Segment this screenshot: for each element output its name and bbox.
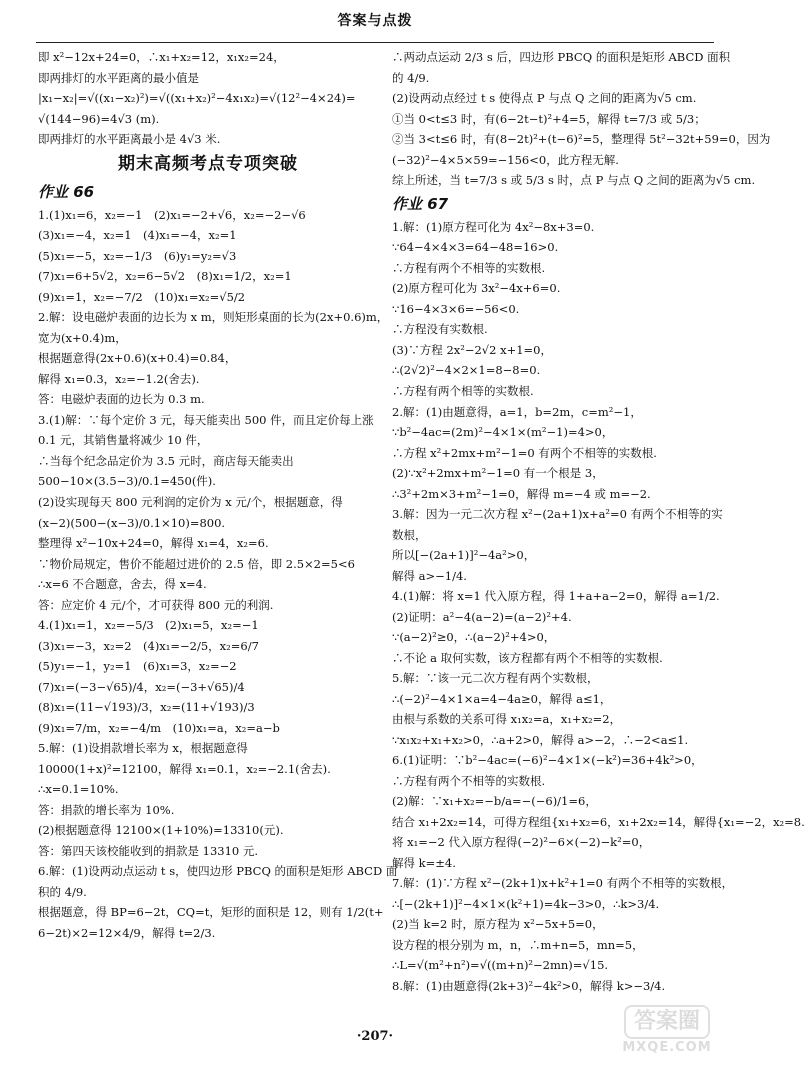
text-line: ∴不论 a 取何实数，该方程都有两个不相等的实数根. bbox=[392, 650, 663, 665]
homework-title: 作业 67 bbox=[392, 194, 449, 213]
text-line: ∵16−4×3×6=−56<0. bbox=[392, 301, 520, 316]
text-line: 2.解：设电磁炉表面的边长为 x m，则矩形桌面的长为(2x+0.6)m， bbox=[38, 310, 389, 325]
text-line: ∵物价局规定，售价不能超过进价的 2.5 倍，即 2.5×2=5<6 bbox=[38, 556, 355, 571]
text-line: (2)设实现每天 800 元利润的定价为 x 元/个，根据题意，得 bbox=[38, 494, 343, 509]
text-line: 整理得 x²−10x+24=0，解得 x₁=4，x₂=6. bbox=[38, 536, 269, 551]
text-line: 答：第四天该校能收到的捐款是 13310 元. bbox=[38, 843, 259, 858]
text-line: ∵64−4×4×3=64−48=16>0. bbox=[392, 240, 559, 255]
text-line: 6−2t)×2=12×4/9，解得 t=2/3. bbox=[38, 925, 216, 940]
text-line: ∴[−(2k+1)]²−4×1×(k²+1)=4k−3>0，∴k>3/4. bbox=[392, 896, 660, 911]
text-line: 所以[−(2a+1)]²−4a²>0， bbox=[392, 548, 536, 563]
text-line: 数根， bbox=[392, 527, 427, 542]
text-line: ∴方程 x²+2mx+m²−1=0 有两个不相等的实数根. bbox=[392, 445, 657, 460]
text-line: ∴方程有两个不相等的实数根. bbox=[392, 773, 546, 788]
text-line: (7)x₁=(−3−√65)/4，x₂=(−3+√65)/4 bbox=[38, 679, 245, 694]
text-line: 1.(1)x₁=6，x₂=−1 (2)x₁=−2+√6，x₂=−2−√6 bbox=[38, 207, 306, 222]
text-line: 根据题意得(2x+0.6)(x+0.4)=0.84， bbox=[38, 351, 237, 366]
text-line: (5)y₁=−1，y₂=1 (6)x₁=3，x₂=−2 bbox=[38, 659, 237, 674]
text-line: 即两排灯的水平距离的最小值是 bbox=[38, 70, 199, 85]
text-line: 结合 x₁+2x₂=14，可得方程组{x₁+x₂=6，x₁+2x₂=14，解得{x₁=−2，x₂=8. bbox=[392, 814, 805, 829]
text-line: 5.解：∵该一元二次方程有两个实数根， bbox=[392, 671, 599, 686]
text-line: ∵x₁x₂+x₁+x₂>0，∴a+2>0，解得 a>−2，∴−2<a≤1. bbox=[392, 732, 689, 747]
section-title: 期末高频考点专项突破 bbox=[118, 153, 298, 174]
text-line: ∴L=√(m²+n²)=√((m+n)²−2mn)=√15. bbox=[392, 958, 609, 973]
text-line: 1.解：(1)原方程可化为 4x²−8x+3=0. bbox=[392, 219, 595, 234]
text-line: 即 x²−12x+24=0，∴x₁+x₂=12，x₁x₂=24， bbox=[38, 50, 285, 64]
text-line: ∴x=0.1=10%. bbox=[38, 782, 119, 797]
text-line: 宽为(x+0.4)m， bbox=[38, 330, 127, 345]
text-line: 4.(1)x₁=1，x₂=−5/3 (2)x₁=5，x₂=−1 bbox=[38, 618, 259, 633]
text-line: ∵(a−2)²≥0，∴(a−2)²+4>0， bbox=[392, 630, 556, 645]
text-line: ②当 3<t≤6 时，有(8−2t)²+(t−6)²=5，整理得 5t²−32t+59=0，因为 bbox=[392, 132, 771, 147]
homework-title: 作业 66 bbox=[38, 182, 95, 201]
watermark-url: MXQE.COM bbox=[622, 1039, 712, 1055]
text-line: 综上所述，当 t=7/3 s 或 5/3 s 时，点 P 与点 Q 之间的距离为√5 cm. bbox=[392, 173, 756, 188]
text-line: ∴(2√2)²−4×2×1=8−8=0. bbox=[392, 363, 541, 378]
text-line: 6.(1)证明：∵b²−4ac=(−6)²−4×1×(−k²)=36+4k²>0， bbox=[392, 753, 703, 768]
text-line: (8)x₁=(11−√193)/3，x₂=(11+√193)/3 bbox=[38, 700, 255, 715]
text-line: (2)当 k=2 时，原方程为 x²−5x+5=0， bbox=[392, 917, 604, 932]
left-column bbox=[38, 50, 398, 946]
text-line: 根据题意，得 BP=6−2t，CQ=t，矩形的面积是 12，则有 1/2(t+ bbox=[38, 905, 384, 920]
page-number: ·207· bbox=[356, 1029, 394, 1044]
watermark bbox=[592, 1005, 742, 1057]
page-header: 答案与点拨 bbox=[337, 13, 413, 29]
text-line: (3)x₁=−3，x₂=2 (4)x₁=−2/5，x₂=6/7 bbox=[38, 638, 259, 653]
text-line: 积的 4/9. bbox=[38, 884, 87, 899]
text-line: (2)∵x²+2mx+m²−1=0 有一个根是 3， bbox=[392, 466, 604, 481]
text-line: ①当 0<t≤3 时，有(6−2t−t)²+4=5，解得 t=7/3 或 5/3； bbox=[392, 111, 706, 126]
text-line: 即两排灯的水平距离最小是 4√3 米. bbox=[38, 132, 221, 147]
text-line: 6.解：(1)设两动点运动 t s，使四边形 PBCQ 的面积是矩形 ABCD 面 bbox=[38, 864, 398, 879]
text-line: (5)x₁=−5，x₂=−1/3 (6)y₁=y₂=√3 bbox=[38, 248, 237, 263]
text-line: 3.解：因为一元二次方程 x²−(2a+1)x+a²=0 有两个不相等的实 bbox=[392, 507, 723, 522]
text-line: 7.解：(1)∵方程 x²−(2k+1)x+k²+1=0 有两个不相等的实数根， bbox=[392, 876, 734, 891]
text-line: (7)x₁=6+5√2，x₂=6−5√2 (8)x₁=1/2，x₂=1 bbox=[38, 269, 292, 284]
text-line: 8.解：(1)由题意得(2k+3)²−4k²>0，解得 k>−3/4. bbox=[392, 978, 666, 993]
text-line: 解得 a>−1/4. bbox=[392, 568, 467, 583]
text-line: ∴两动点运动 2/3 s 后，四边形 PBCQ 的面积是矩形 ABCD 面积 bbox=[392, 50, 731, 64]
text-line: (2)证明：a²−4(a−2)=(a−2)²+4. bbox=[392, 609, 572, 624]
text-line: ∵b²−4ac=(2m)²−4×1×(m²−1)=4>0， bbox=[392, 425, 614, 440]
text-line: (3)x₁=−4，x₂=1 (4)x₁=−4，x₂=1 bbox=[38, 228, 237, 243]
text-line: (2)根据题意得 12100×(1+10%)=13310(元). bbox=[38, 823, 284, 838]
text-line: 由根与系数的关系可得 x₁x₂=a，x₁+x₂=2， bbox=[392, 712, 622, 727]
text-line: (2)设两动点经过 t s 使得点 P 与点 Q 之间的距离为√5 cm. bbox=[392, 91, 697, 106]
text-line: 的 4/9. bbox=[392, 70, 430, 85]
text-line: 解得 k=±4. bbox=[392, 855, 456, 870]
text-line: (9)x₁=1，x₂=−7/2 (10)x₁=x₂=√5/2 bbox=[38, 289, 246, 304]
text-line: 0.1 元，其销售量将减少 10 件， bbox=[38, 433, 209, 448]
text-line: 500−10×(3.5−3)/0.1=450(件). bbox=[38, 474, 216, 489]
right-column bbox=[392, 50, 805, 999]
header-rule bbox=[36, 42, 714, 43]
text-line: 答：应定价 4 元/个，才可获得 800 元的利润. bbox=[38, 597, 274, 612]
text-line: 2.解：(1)由题意得，a=1，b=2m，c=m²−1， bbox=[392, 404, 642, 419]
text-line: 设方程的根分别为 m，n，∴m+n=5，mn=5， bbox=[392, 937, 644, 952]
text-line: (9)x₁=7/m，x₂=−4/m (10)x₁=a，x₂=a−b bbox=[38, 720, 280, 735]
text-line: (−32)²−4×5×59=−156<0，此方程无解. bbox=[392, 152, 619, 167]
text-line: (x−2)(500−(x−3)/0.1×10)=800. bbox=[38, 515, 226, 530]
text-line: 10000(1+x)²=12100，解得 x₁=0.1，x₂=−2.1(舍去). bbox=[38, 761, 331, 776]
text-line: 5.解：(1)设捐款增长率为 x，根据题意得 bbox=[38, 741, 248, 756]
text-line: ∴方程有两个不相等的实数根. bbox=[392, 260, 546, 275]
text-line: ∴方程没有实数根. bbox=[392, 322, 488, 337]
text-line: 将 x₁=−2 代入原方程得(−2)²−6×(−2)−k²=0， bbox=[392, 835, 651, 850]
text-line: ∴方程有两个相等的实数根. bbox=[392, 383, 534, 398]
text-line: 4.(1)解：将 x=1 代入原方程，得 1+a+a−2=0，解得 a=1/2. bbox=[392, 589, 720, 604]
text-line: ∴x=6 不合题意，舍去，得 x=4. bbox=[38, 577, 207, 592]
text-line: ∴3²+2m×3+m²−1=0，解得 m=−4 或 m=−2. bbox=[392, 486, 651, 501]
text-line: (2)原方程可化为 3x²−4x+6=0. bbox=[392, 281, 561, 296]
text-line: (2)解：∵x₁+x₂=−b/a=−(−6)/1=6， bbox=[392, 794, 597, 809]
text-line: ∴(−2)²−4×1×a=4−4a≥0，解得 a≤1， bbox=[392, 691, 612, 706]
watermark-logo: 答案圈 bbox=[624, 1005, 710, 1039]
text-line: √(144−96)=4√3 (m). bbox=[38, 111, 160, 126]
text-line: 3.(1)解：∵每个定价 3 元，每天能卖出 500 件，而且定价每上涨 bbox=[38, 412, 374, 427]
text-line: (3)∵方程 2x²−2√2 x+1=0， bbox=[392, 342, 552, 357]
text-line: 解得 x₁=0.3，x₂=−1.2(舍去). bbox=[38, 371, 200, 386]
text-line: |x₁−x₂|=√((x₁−x₂)²)=√((x₁+x₂)²−4x₁x₂)=√(12²−4×24)= bbox=[38, 91, 356, 106]
text-line: 答：捐款的增长率为 10%. bbox=[38, 802, 175, 817]
text-line: ∴当每个纪念品定价为 3.5 元时，商店每天能卖出 bbox=[38, 453, 294, 468]
text-line: 答：电磁炉表面的边长为 0.3 m. bbox=[38, 392, 205, 407]
